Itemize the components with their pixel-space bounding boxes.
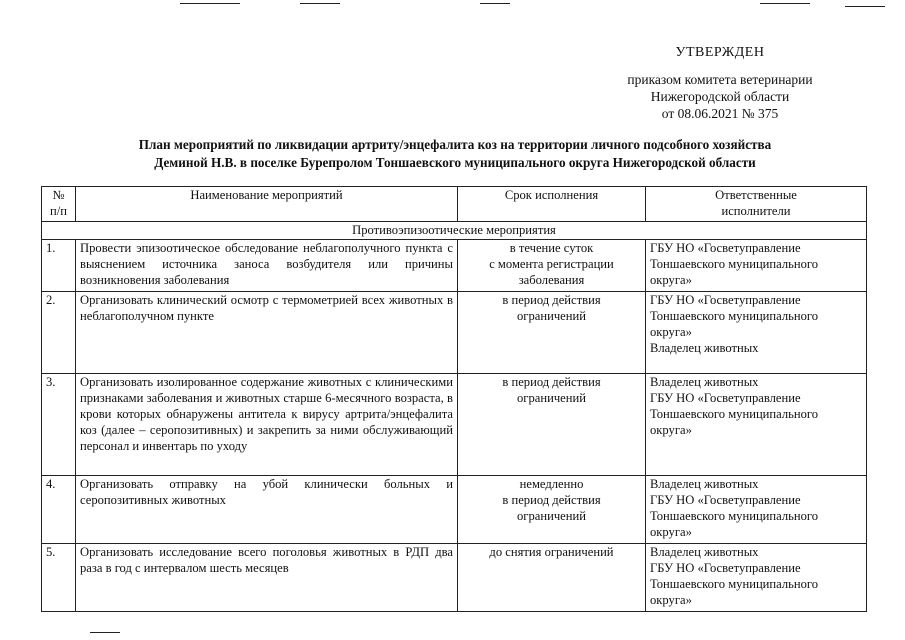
plan-table	[41, 186, 867, 612]
term-line: до снятия ограничений	[489, 545, 614, 560]
row-action: Организовать отправку на убой клинически больных и серопозитивных животных	[76, 476, 458, 544]
table-row	[42, 544, 867, 612]
responsible-line: Тоншаевского муниципального	[650, 309, 819, 324]
responsible-line: округа»	[650, 524, 692, 539]
scan-artifact	[845, 6, 885, 7]
row-num: 5.	[42, 544, 76, 612]
row-action: Провести эпизоотическое обследование неблагополучного пункта с выяснением источника заноса возбудителя или причины возникновения заболевания	[76, 240, 458, 292]
document-title	[40, 136, 870, 172]
scan-artifact	[760, 3, 810, 4]
responsible-line: Владелец животных	[650, 340, 759, 355]
responsible-line: Владелец животных	[650, 375, 759, 390]
section-title: Противоэпизоотические мероприятия	[42, 221, 867, 240]
term-line: в течение суток	[509, 241, 594, 256]
responsible-line: округа»	[650, 422, 692, 437]
approval-line: от 08.06.2021 № 375	[661, 106, 779, 121]
row-responsible	[646, 292, 867, 374]
header-name: Наименование мероприятий	[76, 187, 458, 222]
responsible-line: ГБУ НО «Госветуправление	[650, 391, 801, 406]
responsible-line: Тоншаевского муниципального	[650, 257, 819, 272]
term-line: ограничений	[517, 309, 586, 324]
title-line-1: План мероприятий по ликвидации артриту/энцефалита коз на территории личного подсобного хозяйства	[138, 137, 772, 152]
table-row	[42, 476, 867, 544]
header-responsible	[646, 187, 867, 222]
row-term	[458, 476, 646, 544]
responsible-line: Тоншаевского муниципального	[650, 406, 819, 421]
row-num: 4.	[42, 476, 76, 544]
row-responsible	[646, 374, 867, 476]
row-term	[458, 544, 646, 612]
responsible-line: ГБУ НО «Госветуправление	[650, 241, 801, 256]
row-term	[458, 292, 646, 374]
responsible-line: Владелец животных	[650, 545, 759, 560]
responsible-line: ГБУ НО «Госветуправление	[650, 293, 801, 308]
table-row	[42, 374, 867, 476]
header-responsible-line: исполнители	[721, 203, 791, 218]
row-action: Организовать исследование всего поголовья животных в РДП два раза в год с интервалом шесть месяцев	[76, 544, 458, 612]
term-line: в период действия	[502, 375, 601, 390]
header-term: Срок исполнения	[458, 187, 646, 222]
row-action: Организовать изолированное содержание животных с клиническими признаками заболевания и животных старше 6-месячного возраста, в крови которых обнаружены антитела к вирусу артрита/энцефалита коз (далее – серопозитивных) и закрепить за ними обслуживающий персонал и инвентарь по уходу	[76, 374, 458, 476]
row-term	[458, 374, 646, 476]
responsible-line: Тоншаевского муниципального	[650, 576, 819, 591]
table-row	[42, 240, 867, 292]
header-num-line: п/п	[50, 203, 67, 218]
row-responsible	[646, 544, 867, 612]
row-num: 1.	[42, 240, 76, 292]
responsible-line: округа»	[650, 592, 692, 607]
row-num: 2.	[42, 292, 76, 374]
scan-artifact	[300, 3, 340, 4]
scan-artifact	[480, 3, 510, 4]
scan-artifact	[180, 3, 240, 4]
row-responsible	[646, 240, 867, 292]
approval-heading: УТВЕРЖДЕН	[675, 45, 765, 60]
term-line: заболевания	[518, 272, 585, 287]
approval-block	[590, 44, 850, 122]
responsible-line: округа»	[650, 272, 692, 287]
header-num	[42, 187, 76, 222]
term-line: в период действия	[502, 493, 601, 508]
table-header-row	[42, 187, 867, 222]
section-row	[42, 221, 867, 240]
term-line: ограничений	[517, 391, 586, 406]
responsible-line: ГБУ НО «Госветуправление	[650, 561, 801, 576]
row-num: 3.	[42, 374, 76, 476]
approval-line: Нижегородской области	[650, 89, 790, 104]
responsible-line: Владелец животных	[650, 477, 759, 492]
term-line: немедленно	[519, 477, 584, 492]
responsible-line: округа»	[650, 324, 692, 339]
row-responsible	[646, 476, 867, 544]
term-line: с момента регистрации	[489, 257, 614, 272]
term-line: в период действия	[502, 293, 601, 308]
term-line: ограничений	[517, 508, 586, 523]
table-row	[42, 292, 867, 374]
title-line-2: Деминой Н.В. в поселке Бурепролом Тоншаевского муниципального округа Нижегородской области	[154, 155, 756, 170]
responsible-line: Тоншаевского муниципального	[650, 508, 819, 523]
row-action: Организовать клинический осмотр с термометрией всех животных в неблагополучном пункте	[76, 292, 458, 374]
header-num-line: №	[52, 188, 65, 202]
header-responsible-line: Ответственные	[715, 188, 797, 202]
approval-line: приказом комитета ветеринарии	[627, 72, 813, 87]
responsible-line: ГБУ НО «Госветуправление	[650, 493, 801, 508]
row-term	[458, 240, 646, 292]
scan-artifact	[90, 632, 120, 633]
